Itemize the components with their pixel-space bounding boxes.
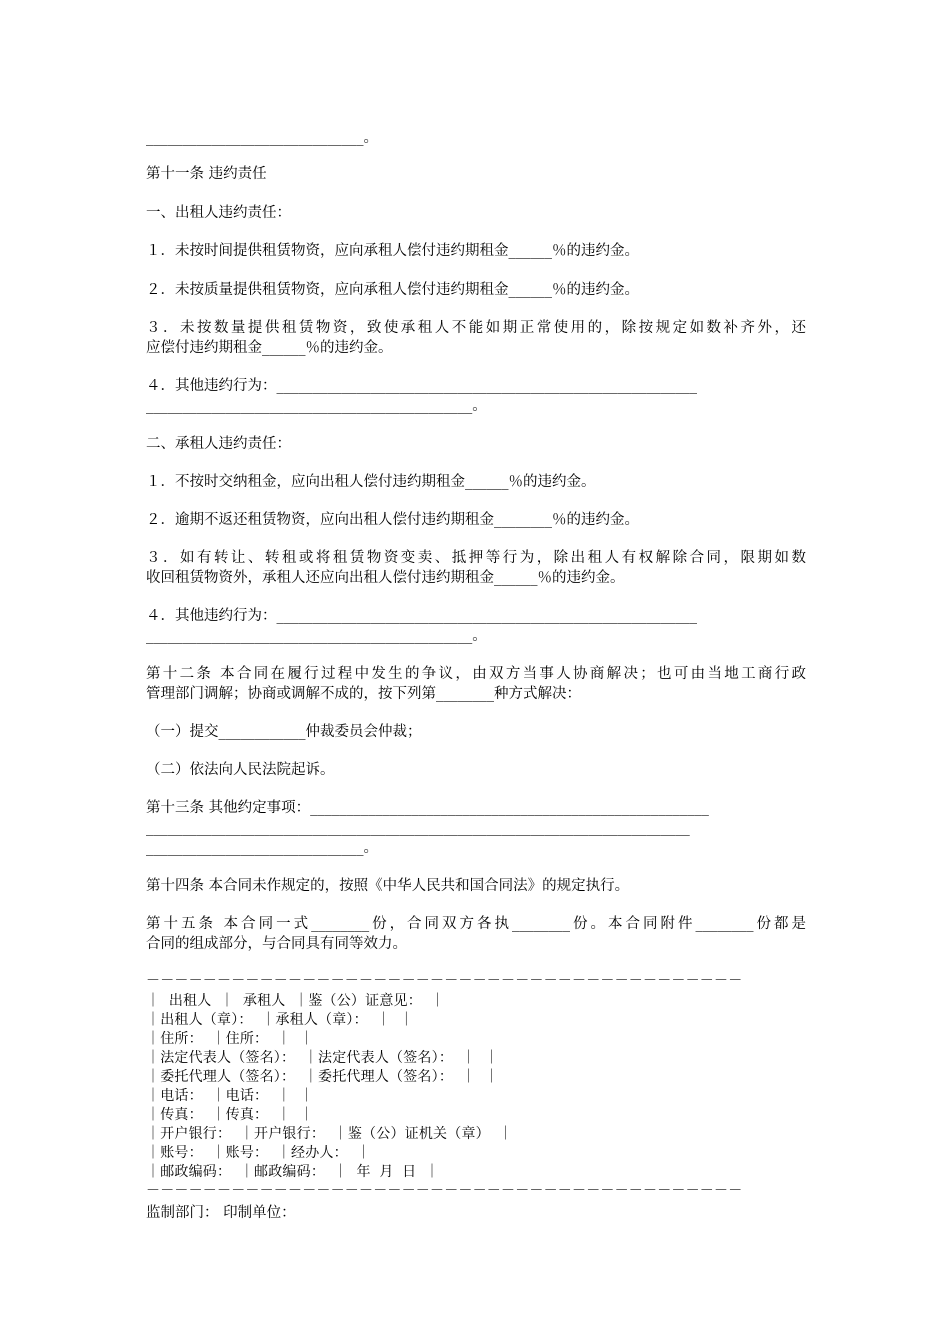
article-12-line-1: 第十二条 本合同在履行过程中发生的争议，由双方当事人协商解决；也可由当地工商行政 [146, 666, 806, 682]
article-13-line-3: ______________________________。 [146, 840, 378, 856]
table-border-top: －－－－－－－－－－－－－－－－－－－－－－－－－－－－－－－－－－－－－－－－－－ [146, 973, 743, 989]
table-row: ｜委托代理人（签名）： ｜委托代理人（签名）： ｜ ｜ [146, 1069, 499, 1085]
lessor-item-1: １．未按时间提供租赁物资，应向承租人偿付违约期租金______％的违约金。 [146, 243, 639, 259]
table-row: ｜开户银行： ｜开户银行： ｜鉴（公）证机关（章） ｜ [146, 1126, 513, 1142]
article-15-line-1: 第十五条 本合同一式________份，合同双方各执________份。本合同附件________份都是 [146, 916, 806, 932]
table-row: ｜传真： ｜传真： ｜ ｜ [146, 1107, 314, 1123]
table-row: ｜法定代表人（签名）： ｜法定代表人（签名）： ｜ ｜ [146, 1050, 499, 1066]
article-13-line-1: 第十三条 其他约定事项：_______________________________________________________ [146, 800, 709, 816]
article-11-heading: 第十一条 违约责任 [146, 166, 267, 182]
blank-line-end: ______________________________。 [146, 130, 378, 146]
article-13-line-2: ___________________________________________________________________________ [146, 820, 690, 836]
lessee-item-4-line-2: _____________________________________________。 [146, 628, 487, 644]
lessee-item-3-line-1: ３．如有转让、转租或将租赁物资变卖、抵押等行为，除出租人有权解除合同，限期如数 [146, 550, 806, 566]
table-row: ｜住所： ｜住所： ｜ ｜ [146, 1031, 314, 1047]
lessee-item-4-line-1: ４．其他违约行为：__________________________________________________________ [146, 608, 697, 624]
table-row: ｜ 出租人 ｜ 承租人 ｜鉴（公）证意见： ｜ [146, 993, 445, 1009]
lessor-item-4-line-2: _____________________________________________。 [146, 398, 487, 414]
footer-line: 监制部门： 印制单位： [146, 1205, 296, 1221]
table-row: ｜邮政编码： ｜邮政编码： ｜ 年 月 日 ｜ [146, 1164, 440, 1180]
lessee-item-2: ２．逾期不返还租赁物资，应向出租人偿付违约期租金________％的违约金。 [146, 512, 639, 528]
table-row: ｜出租人（章）： ｜承租人（章）： ｜ ｜ [146, 1012, 414, 1028]
lessee-item-3-line-2: 收回租赁物资外，承租人还应向出租人偿付违约期租金______％的违约金。 [146, 570, 625, 586]
table-row: ｜账号： ｜账号： ｜经办人： ｜ [146, 1145, 371, 1161]
table-row: ｜电话： ｜电话： ｜ ｜ [146, 1088, 314, 1104]
lessor-item-3-line-2: 应偿付违约期租金______％的违约金。 [146, 340, 393, 356]
article-15-line-2: 合同的组成部分，与合同具有同等效力。 [146, 936, 407, 952]
article-14: 第十四条 本合同未作规定的，按照《中华人民共和国合同法》的规定执行。 [146, 878, 630, 894]
lessor-item-3-line-1: ３．未按数量提供租赁物资，致使承租人不能如期正常使用的，除按规定如数补齐外，还 [146, 320, 806, 336]
lessor-item-2: ２．未按质量提供租赁物资，应向承租人偿付违约期租金______％的违约金。 [146, 282, 639, 298]
article-12-line-2: 管理部门调解；协商或调解不成的，按下列第________种方式解决： [146, 686, 581, 702]
lessee-item-1: １．不按时交纳租金，应向出租人偿付违约期租金______％的违约金。 [146, 474, 596, 490]
lessor-item-4-line-1: ４．其他违约行为：__________________________________________________________ [146, 378, 697, 394]
lessor-liability-heading: 一、出租人违约责任： [146, 205, 291, 221]
table-border-bottom: －－－－－－－－－－－－－－－－－－－－－－－－－－－－－－－－－－－－－－－－－－ [146, 1183, 743, 1199]
dispute-option-1: （一）提交____________仲裁委员会仲裁； [146, 724, 422, 740]
lessee-liability-heading: 二、承租人违约责任： [146, 436, 291, 452]
dispute-option-2: （二）依法向人民法院起诉。 [146, 762, 335, 778]
